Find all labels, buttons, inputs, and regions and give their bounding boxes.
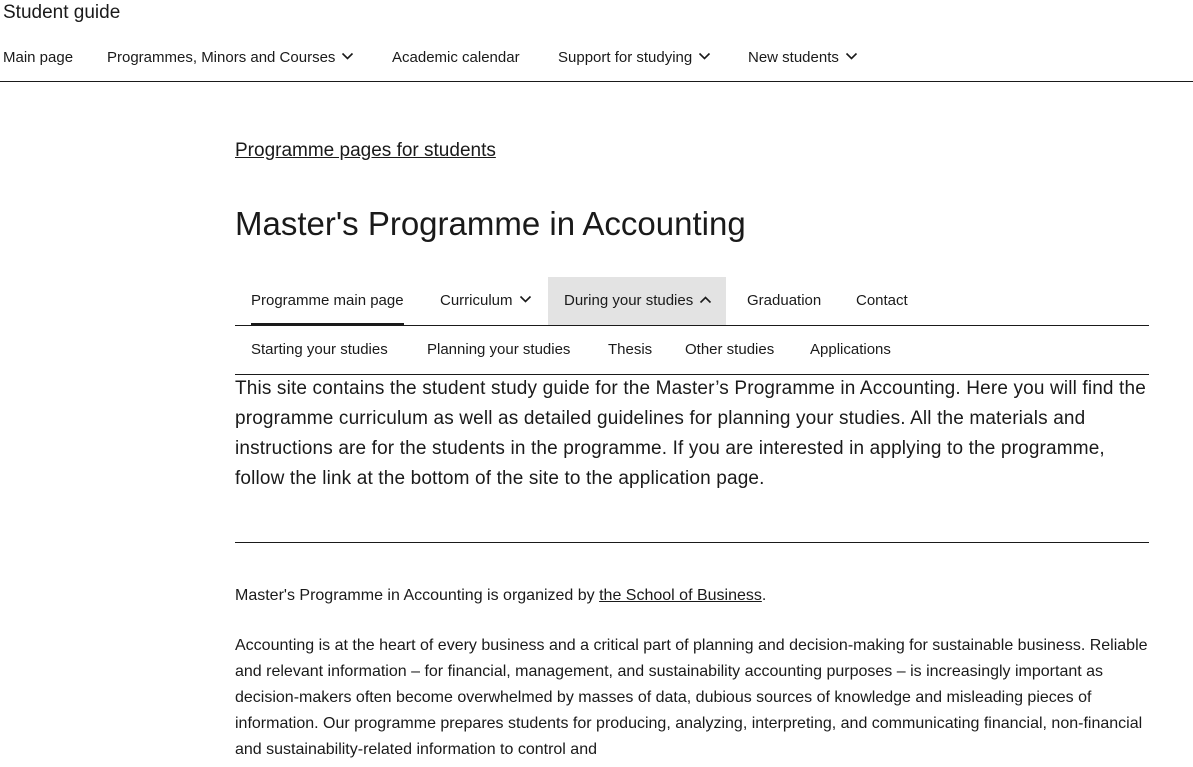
chevron-down-icon (845, 52, 858, 61)
tab-during-your-studies[interactable] (548, 277, 726, 325)
chevron-down-icon (519, 295, 532, 304)
tab-curriculum-label: Curriculum (440, 292, 513, 309)
nav-new-students-label: New students (748, 49, 839, 66)
nav-programmes-label: Programmes, Minors and Courses (107, 49, 336, 66)
subtab-thesis[interactable]: Thesis (608, 341, 653, 358)
subtab-planning-your-studies[interactable]: Planning your studies (427, 341, 571, 358)
chevron-down-icon (698, 52, 711, 61)
subtab-starting-your-studies[interactable]: Starting your studies (251, 341, 388, 358)
during-studies-subnav (235, 326, 1149, 375)
nav-academic-calendar[interactable]: Academic calendar (392, 49, 520, 66)
tab-programme-main-page[interactable]: Programme main page (251, 277, 404, 325)
top-navigation (0, 46, 1193, 82)
tab-contact[interactable]: Contact (856, 292, 908, 309)
chevron-up-icon (699, 295, 712, 304)
tab-during-label: During your studies (564, 292, 694, 309)
description-paragraph: Accounting is at the heart of every business and a critical part of planning and decision-making for sustainable business. Reliable and relevant information – for financial, management, and sustainability accounting purposes – is increasingly important as decision-makers often become overwhelmed by masses of data, dubious sources of knowledge and misleading pieces of information. Our programme prepares students for producing, analyzing, interpreting, and communicating financial, non-financial and sustainability-related information to control and (235, 637, 1148, 758)
nav-programmes-minors-courses[interactable] (107, 49, 354, 67)
intro-paragraph: This site contains the student study guide for the Master’s Programme in Accounting. Here you will find the programme curriculum as well as detailed guidelines for planning your studies. All the materials and instructions are for the students in the programme. If you are interested in applying to the programme, follow the link at the bottom of the site to the application page. (235, 378, 1146, 489)
site-title-link[interactable]: Student guide (3, 2, 121, 23)
breadcrumb-programme-pages-link[interactable]: Programme pages for students (235, 140, 496, 161)
subtab-other-studies[interactable]: Other studies (685, 341, 775, 358)
section-divider (235, 542, 1149, 543)
tab-curriculum[interactable] (440, 277, 532, 325)
tab-graduation[interactable]: Graduation (747, 292, 822, 309)
subtab-applications[interactable]: Applications (810, 341, 891, 358)
organizer-text: Master's Programme in Accounting is organized by (235, 587, 600, 604)
organizer-paragraph (235, 585, 1149, 607)
school-of-business-link[interactable]: the School of Business (599, 587, 762, 604)
programme-tabs (235, 277, 1149, 326)
nav-new-students[interactable] (748, 49, 858, 67)
nav-main-page[interactable]: Main page (3, 49, 74, 66)
page-title: Master's Programme in Accounting (235, 205, 746, 242)
nav-support-for-studying[interactable] (558, 49, 711, 67)
nav-support-label: Support for studying (558, 49, 693, 66)
organizer-suffix: . (761, 587, 767, 604)
chevron-down-icon (341, 52, 354, 61)
